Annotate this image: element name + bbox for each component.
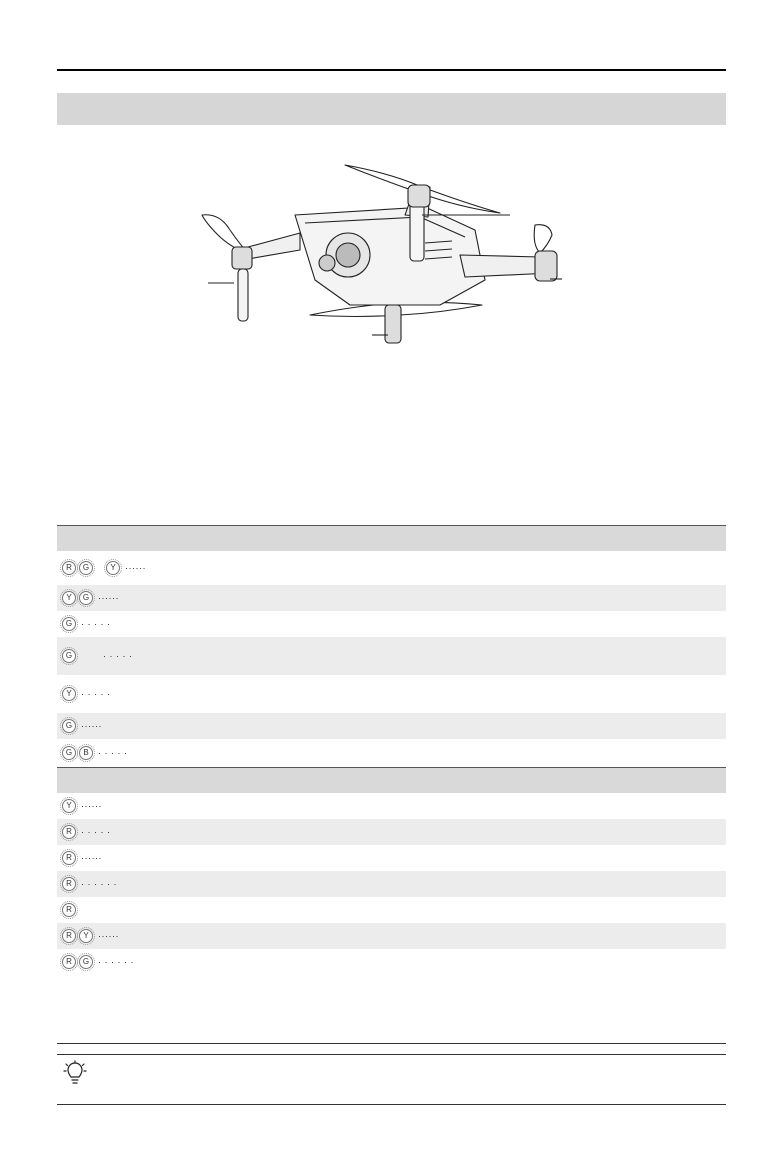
- led-g-icon: G: [62, 617, 76, 631]
- table-row: [57, 739, 726, 767]
- led-pattern-cell: [62, 823, 111, 841]
- led-pattern-cell: [62, 744, 128, 762]
- led-g-icon: G: [79, 561, 93, 575]
- led-r-icon: R: [62, 851, 76, 865]
- blink-pattern: · · · · ·: [103, 650, 133, 661]
- led-pattern-cell: [62, 647, 133, 665]
- led-r-icon: R: [62, 877, 76, 891]
- tip-top-rule: [57, 1054, 726, 1055]
- blink-pattern: ······: [81, 800, 102, 811]
- table-row: [57, 793, 726, 819]
- table-row: [57, 675, 726, 713]
- led-pattern-cell: [62, 849, 102, 867]
- led-pattern-cell: [62, 927, 119, 945]
- led-pattern-cell: [62, 717, 102, 735]
- table-row: [57, 713, 726, 739]
- blink-pattern: ······: [81, 720, 102, 731]
- led-y-icon: Y: [79, 929, 93, 943]
- table-row: [57, 585, 726, 611]
- table-row: [57, 819, 726, 845]
- led-pattern-cell: [62, 589, 119, 607]
- blink-pattern: · · · · ·: [81, 618, 111, 629]
- led-pattern-cell: [62, 901, 81, 919]
- blink-pattern: ······: [98, 930, 119, 941]
- led-r-icon: R: [62, 929, 76, 943]
- led-g-icon: G: [62, 719, 76, 733]
- table-section-header: [57, 767, 726, 793]
- blink-pattern: · · · · · ·: [98, 956, 134, 967]
- header-rule: [57, 69, 726, 71]
- led-y-icon: Y: [62, 591, 76, 605]
- led-y-icon: Y: [106, 561, 120, 575]
- led-pattern-cell: [62, 797, 102, 815]
- led-pattern-cell: [62, 559, 146, 577]
- led-indicator-table: [57, 525, 726, 975]
- footer-rule: [57, 1104, 726, 1105]
- table-row: [57, 871, 726, 897]
- led-y-icon: Y: [62, 799, 76, 813]
- blink-pattern: · · · · ·: [81, 826, 111, 837]
- led-pattern-cell: [62, 685, 111, 703]
- table-row: [57, 611, 726, 637]
- table-row: [57, 923, 726, 949]
- blink-pattern: · · · · · ·: [81, 878, 117, 889]
- led-r-icon: R: [62, 903, 76, 917]
- led-g-icon: G: [79, 955, 93, 969]
- led-pattern-cell: [62, 615, 111, 633]
- lightbulb-icon: [63, 1060, 87, 1086]
- led-y-icon: Y: [62, 687, 76, 701]
- blink-pattern: ······: [98, 592, 119, 603]
- table-row: [57, 949, 726, 975]
- led-r-icon: R: [62, 955, 76, 969]
- table-row: [57, 897, 726, 923]
- blink-pattern: ······: [81, 852, 102, 863]
- led-b-icon: B: [79, 746, 93, 760]
- led-g-icon: G: [79, 591, 93, 605]
- blink-pattern: · · · · ·: [81, 688, 111, 699]
- section-title-bar: [57, 93, 726, 125]
- table-row: [57, 845, 726, 871]
- table-bottom-rule: [57, 1043, 726, 1044]
- led-r-icon: R: [62, 825, 76, 839]
- led-pattern-cell: [62, 875, 117, 893]
- led-g-icon: G: [62, 746, 76, 760]
- blink-pattern: · · · · ·: [98, 747, 128, 758]
- table-row: [57, 637, 726, 675]
- blink-pattern: ······: [125, 562, 146, 573]
- drone-illustration: [190, 155, 590, 355]
- table-section-header: [57, 525, 726, 551]
- led-g-icon: G: [62, 649, 76, 663]
- led-pattern-cell: [62, 953, 134, 971]
- table-row: [57, 551, 726, 585]
- led-r-icon: R: [62, 561, 76, 575]
